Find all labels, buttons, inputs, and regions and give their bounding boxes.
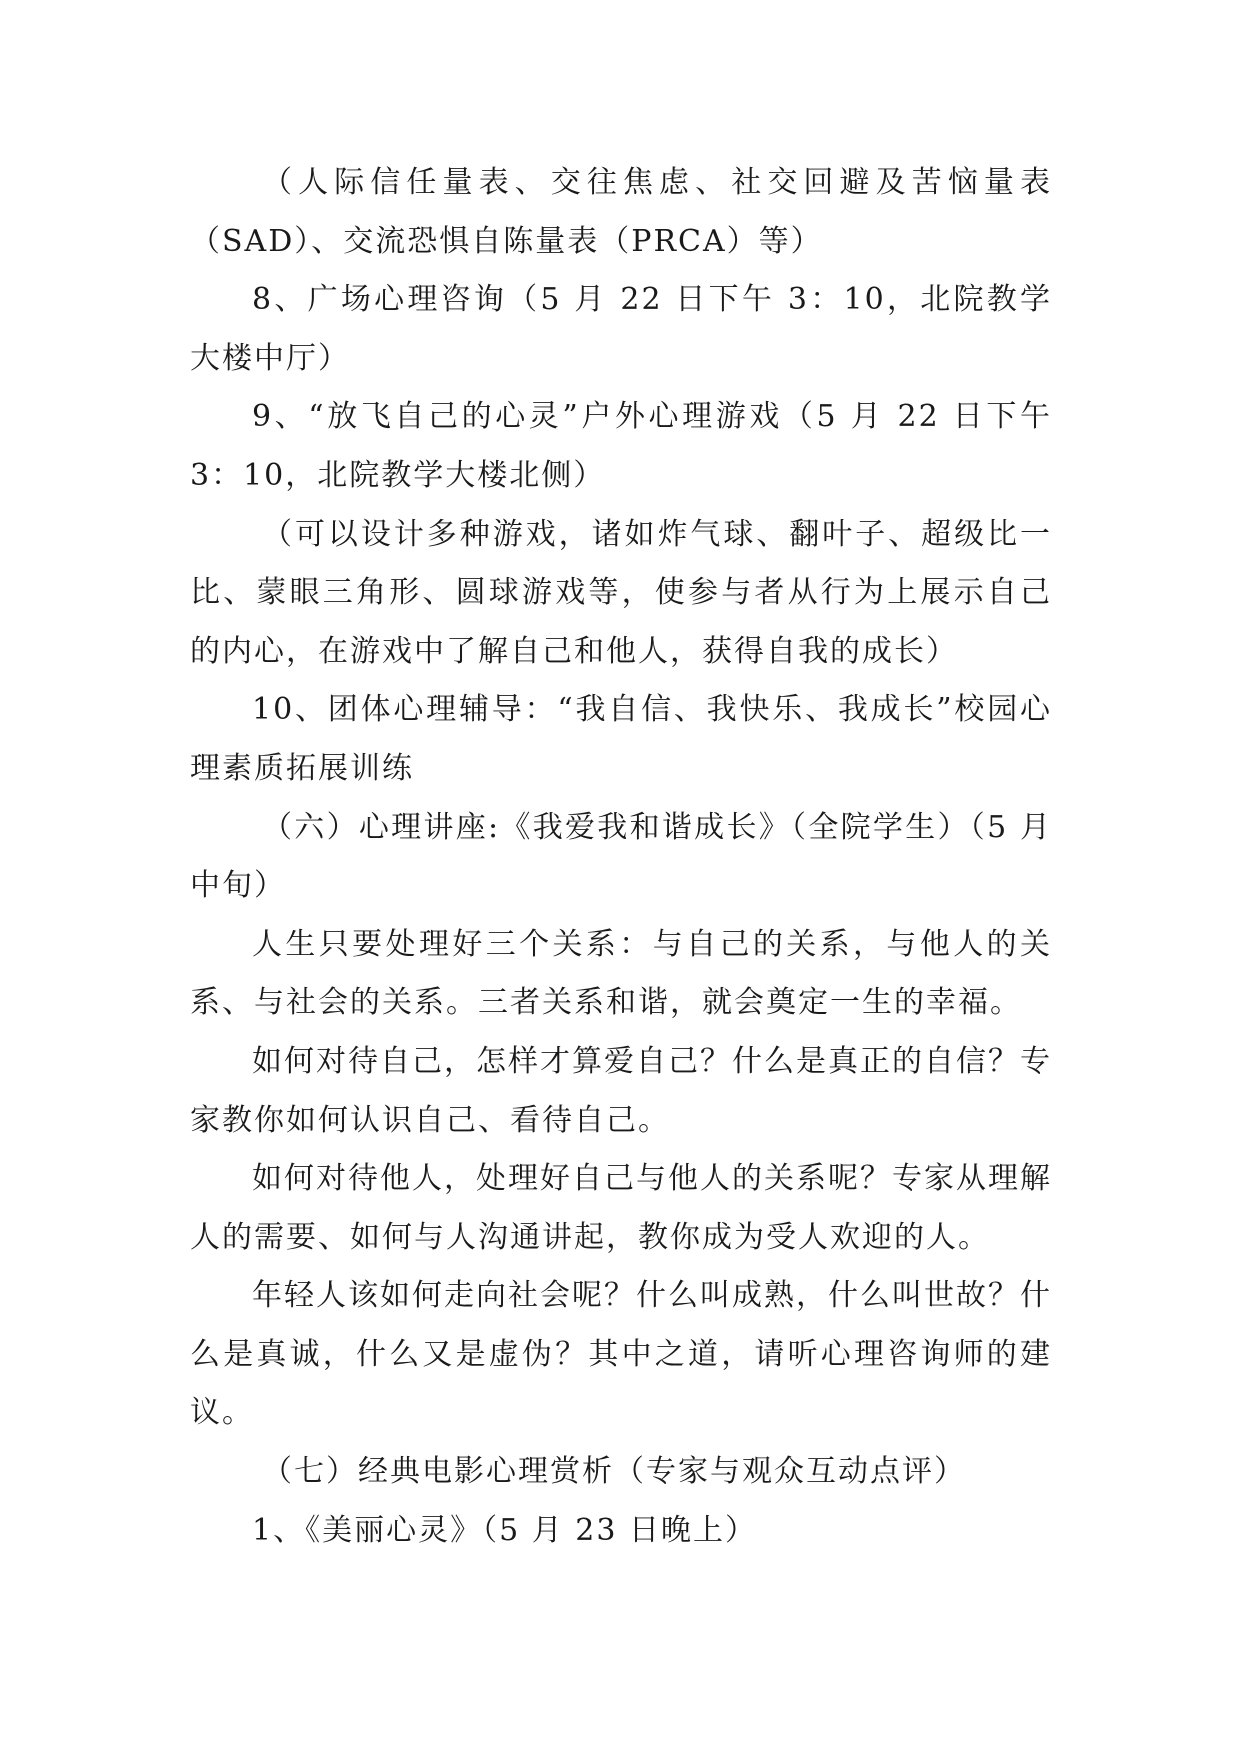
item-9-outdoor-game: 9、“放飞自己的心灵”户外心理游戏（5 月 22 日下午 3：10，北院教学大楼北侧） [190,399,1052,493]
scale-list-note: （人际信任量表、交往焦虑、社交回避及苦恼量表（SAD）、交流恐惧自陈量表（PRCA）等） [190,165,1052,259]
section-6-lecture-heading: （六）心理讲座:《我爱我和谐成长》（全院学生）（5 月中旬） [190,809,1052,904]
section-7-film-heading: （七）经典电影心理赏析（专家与观众互动点评） [262,1454,966,1490]
item-8-plaza-counseling: 8、广场心理咨询（5 月 22 日下午 3：10，北院教学大楼中厅） [190,282,1052,376]
lecture-paragraph-others: 如何对待他人，处理好自己与他人的关系呢？专家从理解人的需要、如何与人沟通讲起，教你成为受人欢迎的人。 [190,1161,1052,1255]
document-body [190,154,1052,1560]
item-10-group-counseling: 10、团体心理辅导：“我自信、我快乐、我成长”校园心理素质拓展训练 [190,692,1052,786]
lecture-paragraph-self: 如何对待自己，怎样才算爱自己？什么是真正的自信？专家教你如何认识自己、看待自己。 [190,1043,1052,1138]
lecture-paragraph-society: 年轻人该如何走向社会呢？什么叫成熟，什么叫世故？什么是真诚，什么又是虚伪？其中之道，请听心理咨询师的建议。 [190,1278,1052,1431]
game-description-note: （可以设计多种游戏，诸如炸气球、翻叶子、超级比一比、蒙眼三角形、圆球游戏等，使参与者从行为上展示自己的内心，在游戏中了解自己和他人，获得自我的成长） [190,516,1052,669]
lecture-paragraph-relations: 人生只要处理好三个关系：与自己的关系，与他人的关系、与社会的关系。三者关系和谐，就会奠定一生的幸福。 [190,926,1052,1021]
film-item-1: 1、《美丽心灵》（5 月 23 日晚上） [252,1512,757,1548]
